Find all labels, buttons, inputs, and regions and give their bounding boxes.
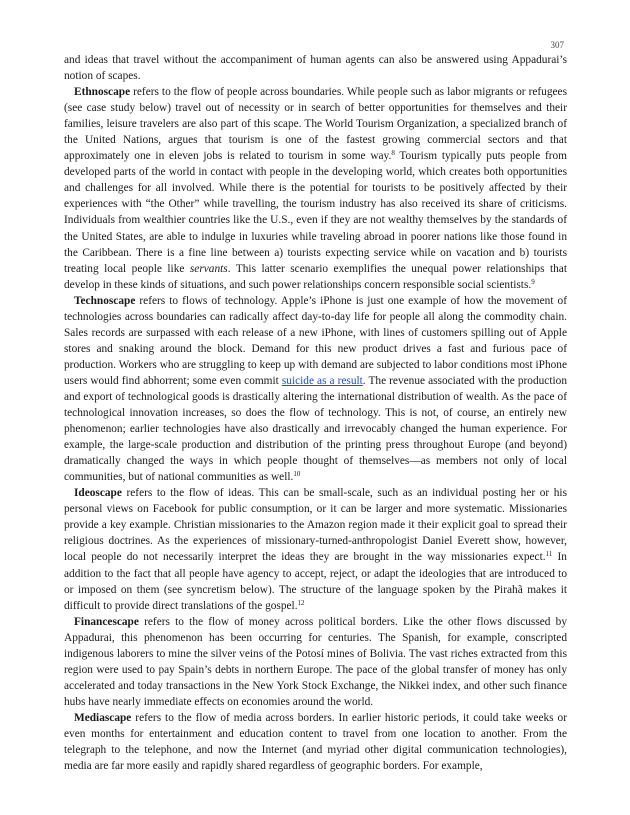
footnote-ref[interactable]: 9 xyxy=(531,277,535,286)
paragraph-text: . This latter scenario exemplifies the unequal power relationships that develop in these kinds of situations, and such power relationships concern responsible social scientists. xyxy=(64,262,567,291)
paragraph-intro: and ideas that travel without the accompaniment of human agents can also be answered using Appadurai’s notion of scapes. xyxy=(64,54,567,83)
term-ideoscape: Ideoscape xyxy=(74,487,122,500)
paragraph-text: In addition to the fact that all people have agency to accept, reject, or adapt the ideologies that are introduced to or imposed on them (see syncretism below). The structure of the language spoken by the Pirahã makes it difficult to provide direct translations of the gospel. xyxy=(64,551,567,612)
term-technoscape: Technoscape xyxy=(74,294,136,307)
paragraph-technoscape xyxy=(64,293,567,486)
paragraph-text: Tourism typically puts people from developed parts of the world in contact with people in the developing world, which creates both opportunities and challenges for all involved. While there is the potential for tourists to be positively affected by their experiences with “the Other” while travelling, the tourism industry has also received its share of criticisms. Individuals from wealthier countries like the U.S., even if they are not wealthy themselves by the standards of the United States, are able to indulge in luxuries while traveling abroad in poorer nations like those found in the Caribbean. There is a fine line between a) tourists expecting service while on vacation and b) tourists treating local people like xyxy=(64,150,568,275)
paragraph-text: refers to the flow of media across borders. In earlier historic periods, it could take weeks or even months for entertainment and education content to travel from one location to another. From the telegraph to the telephone, and now the Internet (and myriad other digital communication technologies), media are far more easily and rapidly shared regardless of geographic borders. For example, xyxy=(64,711,567,773)
paragraph-ethnoscape xyxy=(64,84,567,293)
footnote-ref[interactable]: 8 xyxy=(391,149,395,158)
paragraph-text: refers to the flow of people across boundaries. While people such as labor migrants or refugees (see case study below) travel out of necessity or in search of better opportunities for themselves and their families, leisure travelers are also part of this scape. The World Tourism Organization, a specialized branch of the United Nations, argues that tourism is one of the fastest growing commercial sectors and that approximately one in eleven jobs is related to tourism in some way. xyxy=(64,86,567,163)
footnote-ref[interactable]: 12 xyxy=(297,598,305,607)
paragraph-mediascape xyxy=(64,710,567,774)
paragraph-text: refers to the flow of money across political borders. Like the other flows discussed by Appadurai, this phenomenon has been occurring for centuries. The Spanish, for example, conscripted indigenous laborers to mine the silver veins of the Potosí mines of Bolivia. The vast riches extracted from this region were used to pay Spain’s debts in northern Europe. The pace of the global transfer of money has only accelerated and today transactions in the New York Stock Exchange, the Nikkei index, and other such finance hubs have nearly immediate effects on economies around the world. xyxy=(64,615,567,708)
paragraph-ideoscape xyxy=(64,485,567,613)
suicide-link[interactable]: suicide as a result xyxy=(281,374,363,387)
paragraph-financescape xyxy=(64,614,567,710)
term-ethnoscape: Ethnoscape xyxy=(74,86,131,99)
paragraph-text: refers to the flow of ideas. This can be small-scale, such as an individual posting her or his personal views on Facebook for public consumption, or it can be larger and more systematic. Missionaries provide a key example. Christian missionaries to the Amazon region made it their explicit goal to spread their religious doctrines. As the experiences of missionary-turned-anthropologist Daniel Everett show, however, local people do not necessarily interpret the ideas they are brought in the way missionaries expect. xyxy=(64,487,567,564)
paragraph-text: refers to flows of technology. Apple’s iPhone is just one example of how the movement of technologies across boundaries can radically affect day-to-day life for people all along the commodity chain. Sales records are surpassed with each release of a new iPhone, with lines of customers spilling out of Apple stores and snaking around the block. Demand for this new product drives a fast and furious pace of production. Workers who are struggling to keep up with demand are subjected to labor conditions most iPhone users would find abhorrent; some even commit xyxy=(64,294,567,387)
footnote-ref[interactable]: 10 xyxy=(293,470,301,479)
body-text xyxy=(64,52,567,774)
term-financescape: Financescape xyxy=(74,615,139,628)
page-number: 307 xyxy=(550,40,564,50)
footnote-ref[interactable]: 11 xyxy=(545,550,553,559)
emphasis-text: servants xyxy=(189,262,228,275)
paragraph-text: . The revenue associated with the production and export of technological goods is drastically altering the international distribution of wealth. As the pace of technological innovation increases, so does the flow of technology. This is not, of course, an entirely new phenomenon; earlier technologies have also drastically and irrevocably changed the human experience. For example, the large-scale production and distribution of the printing press throughout Europe (and beyond) dramatically changed the ways in which people thought of themselves—as members not only of local communities, but of national communities as well. xyxy=(64,374,567,484)
term-mediascape: Mediascape xyxy=(74,711,132,724)
